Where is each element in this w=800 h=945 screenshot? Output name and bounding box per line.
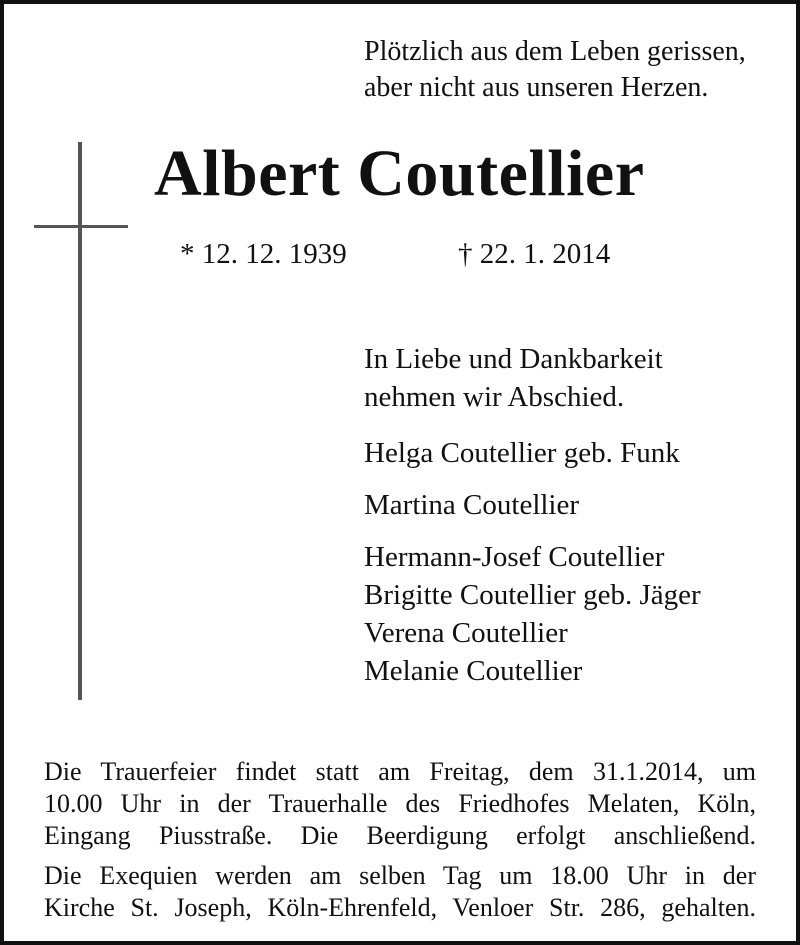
- ceremony-line: Die Trauerfeier findet statt am Freitag, dem 31.1.2014, um: [44, 757, 756, 786]
- motto-line-1: Plötzlich aus dem Leben gerissen,: [364, 36, 746, 67]
- ceremony-line: 10.00 Uhr in der Trauerhalle des Friedhofes Melaten, Köln,: [44, 789, 756, 818]
- motto: [364, 34, 746, 106]
- farewell-line-1: In Liebe und Dankbarkeit: [364, 343, 663, 375]
- ceremony-info: [44, 756, 756, 932]
- deceased-name: Albert Coutellier: [154, 137, 645, 210]
- farewell-line-2: nehmen wir Abschied.: [364, 381, 625, 413]
- ceremony-line: Die Exequien werden am selben Tag um 18.00 Uhr in der: [44, 861, 756, 890]
- birth-date: * 12. 12. 1939: [180, 238, 347, 270]
- farewell-text: [364, 340, 663, 416]
- ceremony-paragraph-exequies: [44, 860, 756, 924]
- mourners-list: [364, 434, 701, 704]
- mourner-name: Melanie Coutellier: [364, 655, 583, 687]
- motto-line-2: aber nicht aus unseren Herzen.: [364, 72, 709, 103]
- mourner-name: Brigitte Coutellier geb. Jäger: [364, 579, 701, 611]
- mourner-name: Helga Coutellier geb. Funk: [364, 437, 680, 469]
- mourner-name: Verena Coutellier: [364, 617, 568, 649]
- mourner-group: [364, 538, 701, 690]
- cross-beam: [34, 225, 128, 228]
- ceremony-line: Eingang Piusstraße. Die Beerdigung erfolgt anschließend.: [44, 821, 756, 850]
- mourner-group: [364, 434, 701, 472]
- mourner-name: Martina Coutellier: [364, 489, 580, 521]
- death-date: † 22. 1. 2014: [458, 238, 611, 270]
- mourner-name: Hermann-Josef Coutellier: [364, 541, 665, 573]
- ceremony-paragraph-funeral: [44, 756, 756, 852]
- mourner-group: [364, 486, 701, 524]
- ceremony-line: Kirche St. Joseph, Köln-Ehrenfeld, Venloer Str. 286, gehalten.: [44, 893, 756, 922]
